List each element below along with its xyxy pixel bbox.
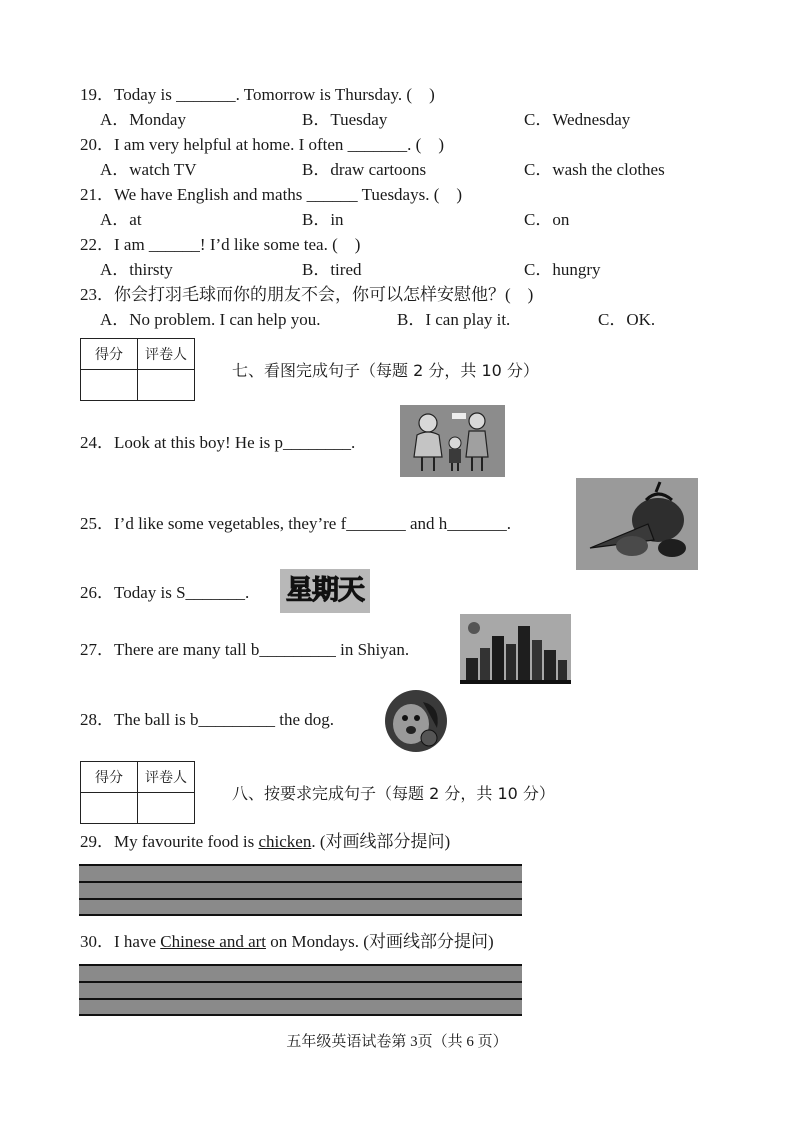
option-b: B．draw cartoons: [302, 160, 427, 179]
section-7-title: 七、看图完成句子（每题 2 分，共 10 分）: [232, 361, 539, 380]
question-20-stem: [80, 135, 444, 155]
score-table: [80, 761, 195, 824]
underlined-phrase: Chinese and art: [160, 932, 267, 951]
option-a: A．thirsty: [100, 260, 173, 279]
sunday-chinese-picture: 星期天: [280, 569, 370, 613]
score-cell[interactable]: [81, 370, 138, 401]
question-24: [80, 433, 355, 453]
option-c: C．wash the clothes: [524, 160, 665, 179]
question-21-stem: [80, 185, 462, 205]
question-instruction: on Mondays. (对画线部分提问): [266, 932, 494, 951]
section-8-title: 八、按要求完成句子（每题 2 分，共 10 分）: [232, 784, 555, 803]
question-text: I am very helpful at home. I often _______. ( ): [114, 135, 444, 154]
question-number: 27．: [80, 640, 114, 659]
answer-line: [79, 881, 522, 883]
score-table: [80, 338, 195, 401]
question-text: I am ______! I’d like some tea. ( ): [114, 235, 361, 254]
answer-lines-30[interactable]: [79, 964, 522, 1016]
question-text: There are many tall b_________ in Shiyan.: [114, 640, 410, 659]
question-19-stem: [80, 85, 435, 105]
question-27: [80, 640, 409, 660]
underlined-word: chicken: [258, 832, 312, 851]
city-buildings-picture: [460, 614, 571, 684]
question-text: I have: [114, 932, 161, 951]
question-text: Today is S_______.: [114, 583, 250, 602]
score-cell[interactable]: [81, 793, 138, 824]
answer-line: [79, 998, 522, 1000]
dog-ball-picture: [383, 688, 449, 754]
option-a: A．Monday: [100, 110, 186, 129]
question-text: Today is _______. Tomorrow is Thursday. ( ): [114, 85, 435, 104]
option-c: C．on: [524, 210, 570, 229]
question-number: 29．: [80, 832, 114, 851]
question-number: 28．: [80, 710, 114, 729]
answer-line: [79, 964, 522, 966]
question-text: I’d like some vegetables, they’re f_______ and h_______.: [114, 514, 512, 533]
option-b: B．Tuesday: [302, 110, 388, 129]
option-c: C．hungry: [524, 260, 601, 279]
score-header: 得分: [81, 339, 138, 370]
question-number: 24．: [80, 433, 114, 452]
question-23-stem: [80, 285, 533, 305]
question-text: 你会打羽毛球而你的朋友不会，你可以怎样安慰他？( ): [114, 285, 534, 304]
question-28: [80, 710, 334, 730]
question-number: 22．: [80, 235, 114, 254]
question-29: [80, 832, 450, 852]
question-text: Look at this boy! He is p________.: [114, 433, 356, 452]
question-26: [80, 583, 249, 603]
question-22-stem: [80, 235, 360, 255]
grader-cell[interactable]: [138, 793, 195, 824]
question-number: 19．: [80, 85, 114, 104]
answer-line: [79, 898, 522, 900]
answer-line: [79, 981, 522, 983]
question-number: 30．: [80, 932, 114, 951]
question-number: 26．: [80, 583, 114, 602]
question-number: 20．: [80, 135, 114, 154]
page-footer: 五年级英语试卷第 3页（共 6 页）: [286, 1034, 508, 1050]
option-a: A．watch TV: [100, 160, 197, 179]
question-number: 25．: [80, 514, 114, 533]
grader-header: 评卷人: [138, 762, 195, 793]
question-instruction: . (对画线部分提问): [311, 832, 451, 851]
score-header: 得分: [81, 762, 138, 793]
question-text: We have English and maths ______ Tuesdays. ( ): [114, 185, 463, 204]
answer-line: [79, 1014, 522, 1016]
option-b: B．tired: [302, 260, 362, 279]
option-c: C．Wednesday: [524, 110, 631, 129]
question-30: [80, 932, 494, 952]
question-number: 23．: [80, 285, 114, 304]
answer-line: [79, 864, 522, 866]
answer-lines-29[interactable]: [79, 864, 522, 916]
option-b: B．I can play it.: [397, 310, 511, 329]
question-text: My favourite food is: [114, 832, 259, 851]
people-picture: [400, 405, 505, 477]
vegetables-picture: [576, 478, 698, 570]
grader-cell[interactable]: [138, 370, 195, 401]
question-25: [80, 514, 511, 534]
question-text: The ball is b_________ the dog.: [114, 710, 335, 729]
question-number: 21．: [80, 185, 114, 204]
option-c: C．OK.: [598, 310, 656, 329]
option-a: A．No problem. I can help you.: [100, 310, 321, 329]
answer-line: [79, 914, 522, 916]
option-b: B．in: [302, 210, 344, 229]
grader-header: 评卷人: [138, 339, 195, 370]
option-a: A．at: [100, 210, 142, 229]
